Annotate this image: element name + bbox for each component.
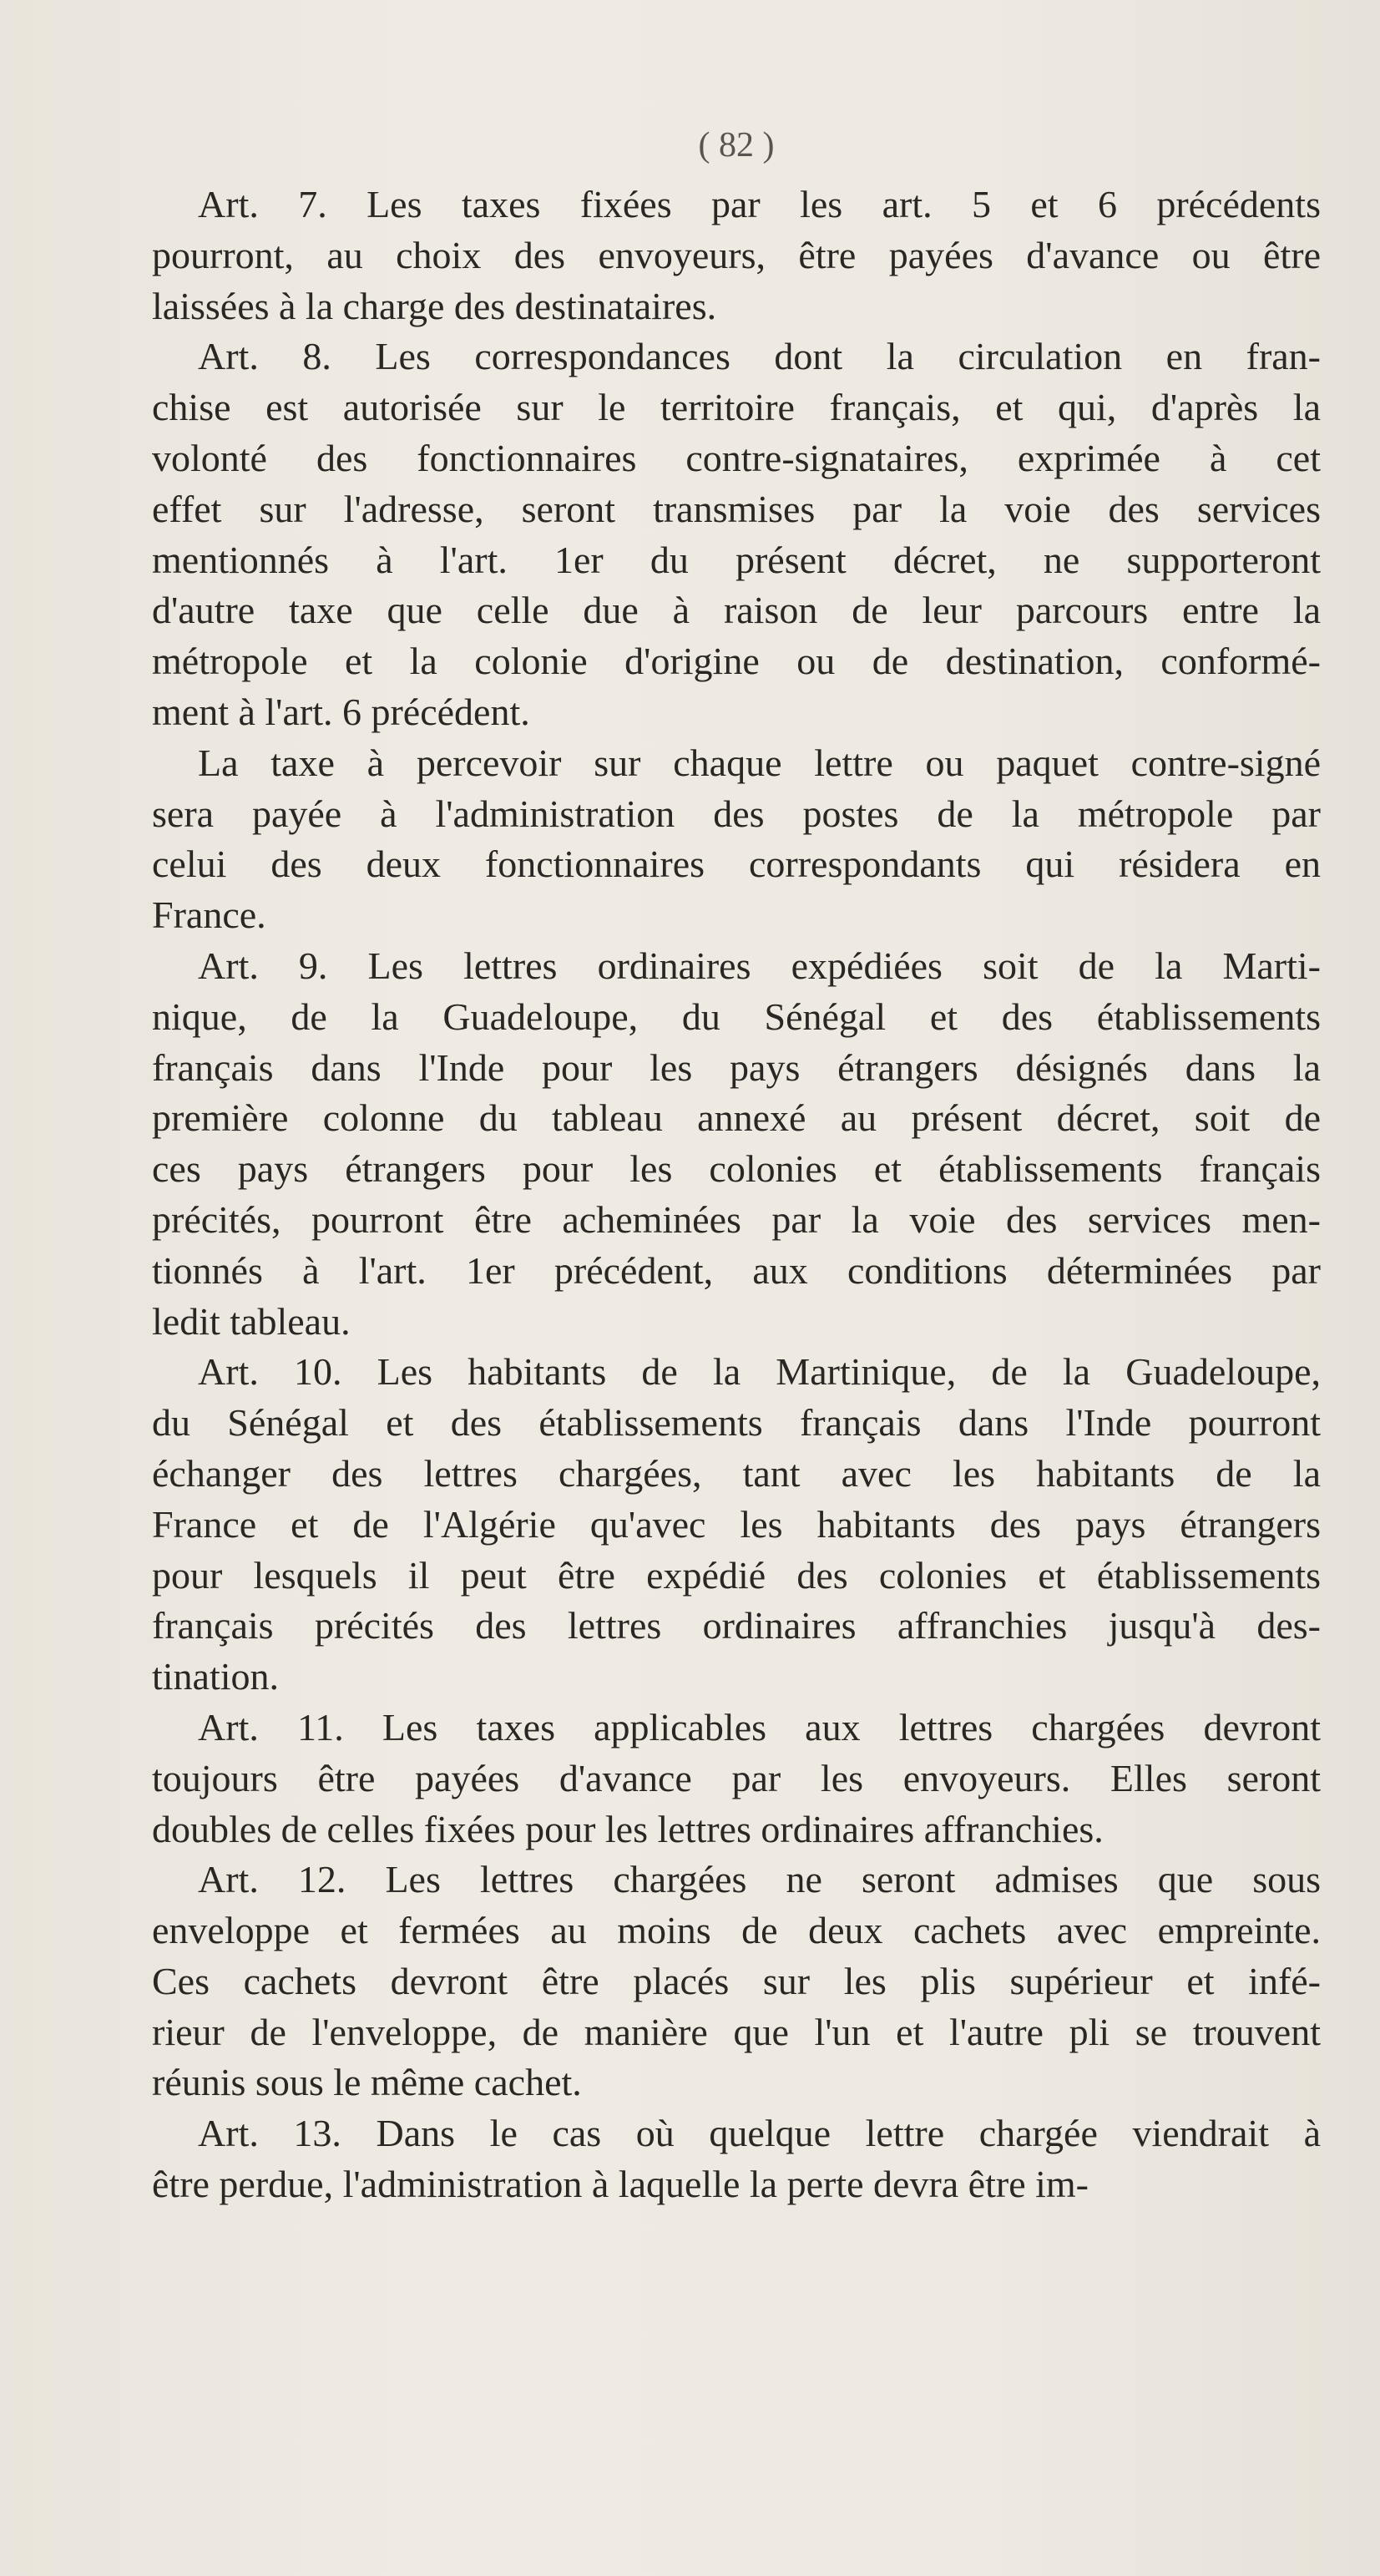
text-line: sera payée à l'administration des postes de la métropole par	[152, 792, 1321, 835]
text-line: volonté des fonctionnaires contre-signataires, exprimée à cet	[152, 436, 1321, 479]
text-line: réunis sous le même cachet.	[152, 2061, 582, 2104]
paragraph	[152, 331, 1321, 737]
text-line: France.	[152, 893, 266, 937]
paragraph	[152, 738, 1321, 941]
text-line: toujours être payées d'avance par les envoyeurs. Elles seront	[152, 1756, 1321, 1799]
paragraph	[152, 180, 1321, 331]
text-line: pourront, au choix des envoyeurs, être payées d'avance ou être	[152, 233, 1321, 276]
text-line: rieur de l'enveloppe, de manière que l'un et l'autre pli se trouvent	[152, 2010, 1321, 2053]
text-line: Art. 13. Dans le cas où quelque lettre chargée viendrait à	[198, 2112, 1321, 2155]
text-line: effet sur l'adresse, seront transmises par la voie des services	[152, 487, 1321, 530]
text-line: ment à l'art. 6 précédent.	[152, 690, 530, 733]
text-line: France et de l'Algérie qu'avec les habitants des pays étrangers	[152, 1502, 1321, 1546]
text-line: Art. 9. Les lettres ordinaires expédiées soit de la Marti-	[198, 944, 1321, 987]
text-line: métropole et la colonie d'origine ou de destination, conformé-	[152, 640, 1321, 683]
text-line: d'autre taxe que celle due à raison de leur parcours entre la	[152, 589, 1321, 632]
text-line: Art. 12. Les lettres chargées ne seront admises que sous	[198, 1858, 1321, 1901]
text-line: précités, pourront être acheminées par la voie des services men-	[152, 1197, 1321, 1241]
text-line: tionnés à l'art. 1er précédent, aux conditions déterminées par	[152, 1248, 1321, 1292]
text-line: pour lesquels il peut être expédié des colonies et établissements	[152, 1553, 1321, 1597]
paragraph	[152, 2108, 1321, 2210]
text-line: La taxe à percevoir sur chaque lettre ou paquet contre-signé	[198, 741, 1321, 784]
paragraph	[152, 1703, 1321, 1855]
text-line: première colonne du tableau annexé au présent décret, soit de	[152, 1096, 1321, 1140]
text-line: Art. 7. Les taxes fixées par les art. 5 et 6 précédents	[198, 183, 1321, 225]
paragraph	[152, 1855, 1321, 2108]
text-line: doubles de celles fixées pour les lettres ordinaires affranchies.	[152, 1807, 1104, 1850]
text-line: mentionnés à l'art. 1er du présent décret, ne supporteront	[152, 538, 1321, 581]
text-line: Art. 10. Les habitants de la Martinique, de la Guadeloupe,	[198, 1350, 1321, 1394]
text-line: ledit tableau.	[152, 1299, 351, 1343]
text-line: Art. 8. Les correspondances dont la circulation en fran-	[198, 335, 1321, 378]
text-line: Art. 11. Les taxes applicables aux lettres chargées devront	[198, 1705, 1321, 1749]
text-block	[152, 121, 1321, 2210]
text-line: laissées à la charge des destinataires.	[152, 284, 717, 327]
text-line: enveloppe et fermées au moins de deux cachets avec empreinte.	[152, 1909, 1321, 1952]
text-line: français dans l'Inde pour les pays étrangers désignés dans la	[152, 1045, 1321, 1089]
text-line: du Sénégal et des établissements français dans l'Inde pourront	[152, 1401, 1321, 1445]
text-line: ces pays étrangers pour les colonies et établissements français	[152, 1147, 1321, 1191]
text-line: tination.	[152, 1655, 280, 1698]
text-line: celui des deux fonctionnaires correspondants qui résidera en	[152, 843, 1321, 886]
paragraph	[152, 941, 1321, 1347]
text-line: être perdue, l'administration à laquelle la perte devra être im-	[152, 2163, 1089, 2206]
page-number: ( 82 )	[698, 126, 775, 164]
paragraph-list	[152, 180, 1321, 2210]
paragraph	[152, 1347, 1321, 1703]
text-line: chise est autorisée sur le territoire français, et qui, d'après la	[152, 386, 1321, 429]
text-line: Ces cachets devront être placés sur les plis supérieur et infé-	[152, 1959, 1321, 2002]
text-line: échanger des lettres chargées, tant avec les habitants de la	[152, 1451, 1321, 1495]
text-line: nique, de la Guadeloupe, du Sénégal et des établissements	[152, 994, 1321, 1038]
text-line: français précités des lettres ordinaires affranchies jusqu'à des-	[152, 1604, 1321, 1647]
